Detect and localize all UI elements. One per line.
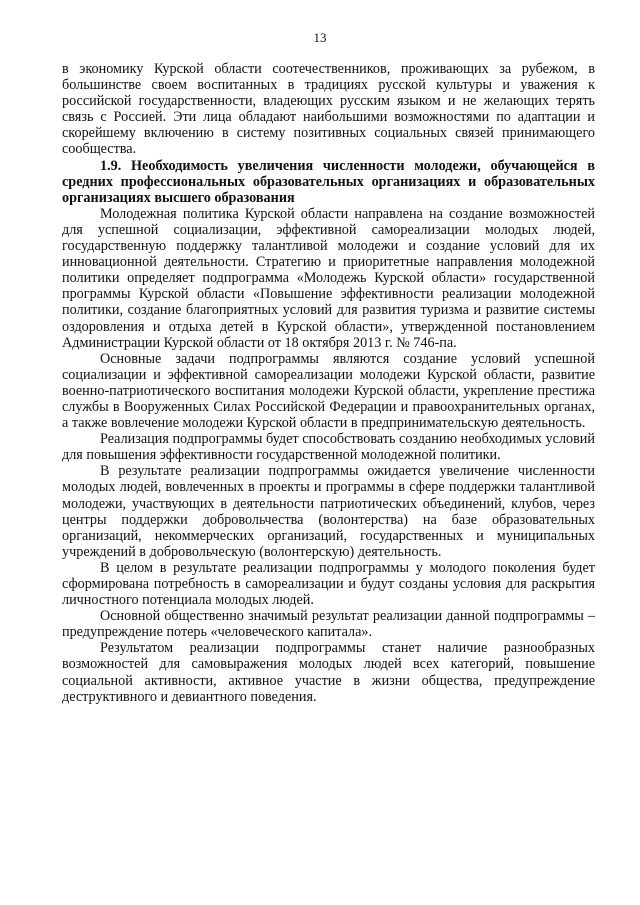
paragraph-main-tasks: Основные задачи подпрограммы являются создание условий успешной социализации и эффективной самореализации молодежи Курской области, развитие военно-патриотического воспитания молодежи Курской области, укрепление престижа службы в Вооруженных Силах Российской Федерации и правоохранительных органах, а также вовлечение молодежи Курской области в предпринимательскую деятельность.: [62, 350, 595, 432]
page-number: 13: [313, 30, 327, 45]
document-body: [62, 61, 595, 705]
paragraph-expected-results: В результате реализации подпрограммы ожидается увеличение численности молодых людей, вовлеченных в проекты и программы в сфере поддержки талантливой молодежи, участвующих в деятельности патриотических объединений, клубов, через центры поддержки добровольчества (волонтерства) на базе образовательных организаций, некоммерческих организаций, государственных и муниципальных учреждений в добровольческую (волонтерскую) деятельность.: [62, 463, 595, 560]
paragraph-youth-policy: Молодежная политика Курской области направлена на создание возможностей для успешной социализации, эффективной самореализации молодых людей, государственную поддержку талантливой молодежи и создание условий для их инновационной деятельности. Стратегию и приоритетные направления молодежной политики определяет подпрограмма «Молодежь Курской области» государственной программы Курской области «Повышение эффективности реализации молодежной политики, создание благоприятных условий для развития туризма и развитие системы оздоровления и отдыха детей в Курской области», утвержденной постановлением Администрации Курской области от 18 октября 2013 г. № 746-па.: [62, 205, 595, 351]
paragraph-overall-result: В целом в результате реализации подпрограммы у молодого поколения будет сформирована потребность в самореализации и будут созданы условия для раскрытия личностного потенциала молодых людей.: [62, 559, 595, 609]
paragraph-outcome: Результатом реализации подпрограммы станет наличие разнообразных возможностей для самовыражения молодых людей всех категорий, повышение социальной активности, активное участие в жизни общества, предупреждение деструктивного и девиантного поведения.: [62, 640, 595, 705]
paragraph-main-social-result: Основной общественно значимый результат реализации данной подпрограммы – предупреждение потерь «человеческого капитала».: [62, 608, 595, 641]
section-heading: 1.9. Необходимость увеличения численности молодежи, обучающейся в средних профессиональных образовательных организациях и образовательных организациях высшего образования: [62, 157, 595, 206]
paragraph-implementation: Реализация подпрограммы будет способствовать созданию необходимых условий для повышения эффективности государственной молодежной политики.: [62, 431, 595, 464]
intro-paragraph: в экономику Курской области соотечественников, проживающих за рубежом, в большинстве своем воспитанных в традициях русской культуры и уважения к российской государственности, владеющих русским языком и не желающих терять связь с Россией. Эти лица обладают наибольшими возможностями по адаптации и скорейшему включению в систему позитивных социальных связей принимающего сообщества.: [62, 61, 595, 158]
